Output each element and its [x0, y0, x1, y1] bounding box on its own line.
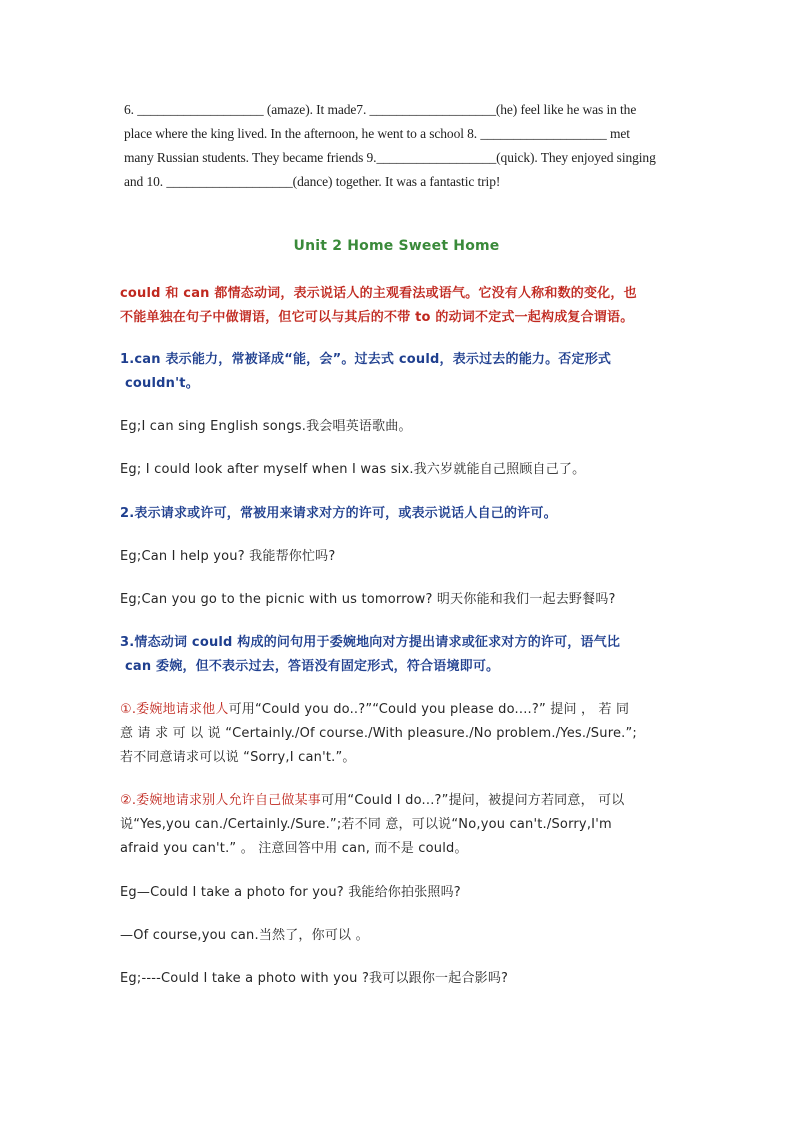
exercise-line: place where the king lived. In the afternoon, he went to a school 8. ___________________ met — [124, 126, 630, 141]
example-sentence: Eg—Could I take a photo for you? 我能给你拍张照吗? — [120, 885, 461, 900]
example-sentence: Eg; I could look after myself when I was six.我六岁就能自己照顾自己了。 — [120, 462, 586, 477]
point-line: 1.can 表示能力，常被译成“能，会”。过去式 could，表示过去的能力。否定形式 — [120, 352, 612, 367]
example-sentence: Eg;----Could I take a photo with you ?我可以跟你一起合影吗? — [120, 971, 509, 986]
exercise-passage — [124, 98, 704, 194]
intro-line: 不能单独在句子中做谓语，但它可以与其后的不带 to 的动词不定式一起构成复合谓语。 — [120, 310, 634, 325]
sub-point-text: 意 请 求 可 以 说 “Certainly./Of course./With pleasure./No problem./Yes./Sure.”; — [120, 726, 638, 741]
exercise-line: and 10. ___________________(dance) together. It was a fantastic trip! — [124, 174, 501, 189]
sub-point-text: 可用“Could I do...?”提问，被提问方若同意， 可以 — [321, 793, 625, 808]
point-2-heading: 2.表示请求或许可，常被用来请求对方的许可，或表示说话人自己的许可。 — [120, 506, 557, 521]
example-sentence: —Of course,you can.当然了，你可以 。 — [120, 928, 369, 943]
example-sentence: Eg;I can sing English songs.我会唱英语歌曲。 — [120, 419, 412, 434]
point-3-heading — [120, 631, 695, 679]
point-line: couldn't。 — [125, 376, 199, 391]
exercise-line: many Russian students. They became friends 9.__________________(quick). They enjoyed singing — [124, 150, 656, 165]
sub-point-text: 可用“Could you do..?”“Could you please do....?” 提问 ， 若 同 — [228, 702, 630, 717]
example-sentence: Eg;Can I help you? 我能帮你忙吗? — [120, 549, 336, 564]
example-sentence: Eg;Can you go to the picnic with us tomorrow? 明天你能和我们一起去野餐吗? — [120, 592, 616, 607]
unit-title: Unit 2 Home Sweet Home — [293, 238, 500, 254]
intro-paragraph — [120, 282, 695, 330]
sub-point-text: afraid you can't.” 。 注意回答中用 can, 而不是 could。 — [120, 841, 468, 856]
exercise-line: 6. ___________________ (amaze). It made7. ___________________(he) feel like he was in the — [124, 102, 637, 117]
sub-point-1 — [120, 698, 695, 770]
intro-line: could 和 can 都情态动词，表示说话人的主观看法或语气。它没有人称和数的变化，也 — [120, 286, 637, 301]
sub-point-text: 若不同意请求可以说 “Sorry,I can't.”。 — [120, 750, 356, 765]
point-line: can 委婉，但不表示过去，答语没有固定形式，符合语境即可。 — [125, 659, 500, 674]
sub-point-2 — [120, 789, 695, 861]
sub-point-text: 说“Yes,you can./Certainly./Sure.”;若不同 意，可以说“No,you can't./Sorry,I'm — [120, 817, 612, 832]
point-line: 3.情态动词 could 构成的问句用于委婉地向对方提出请求或征求对方的许可，语气比 — [120, 635, 621, 650]
sub-point-label: ①.委婉地请求他人 — [120, 702, 229, 717]
sub-point-label: ②.委婉地请求别人允许自己做某事 — [120, 793, 321, 808]
point-1-heading — [120, 348, 695, 396]
